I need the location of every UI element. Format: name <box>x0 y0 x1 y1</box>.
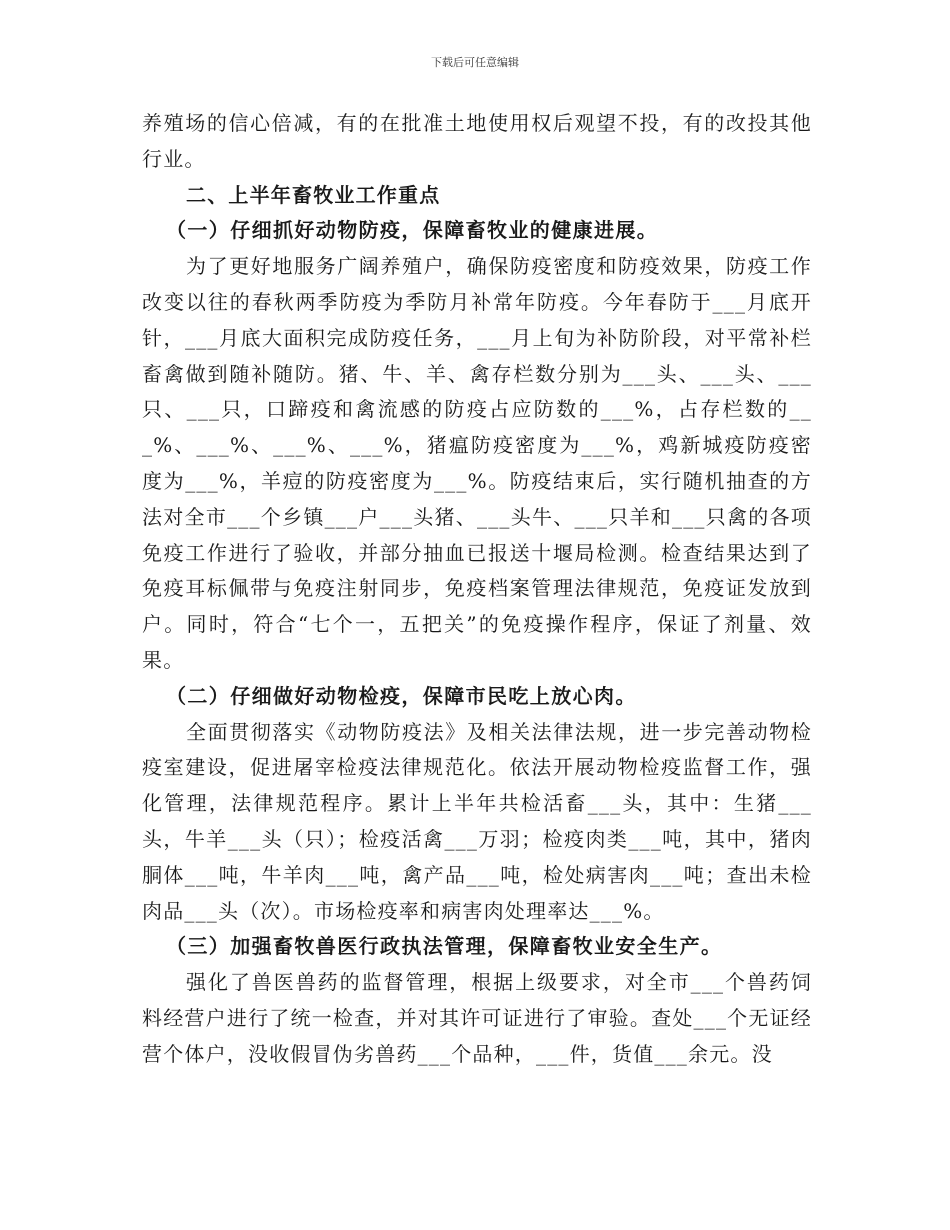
paragraph-animal-quarantine: 全面贯彻落实《动物防疫法》及相关法律法规，进一步完善动物检疫室建设，促进屠宰检疫法律规范化。依法开展动物检疫监督工作，强化管理，法律规范程序。累计上半年共检活畜___头，其中：生猪___头，牛羊___头（只）；检疫活禽___万羽；检疫肉类___吨，其中，猪肉胴体___吨，牛羊肉___吨，禽产品___吨，检处病害肉___吨；查出未检肉品___头（次）。市场检疫率和病害肉处理率达___%。 <box>142 719 812 923</box>
subheading-1: （一）仔细抓好动物防疫，保障畜牧业的健康进展。 <box>166 218 659 243</box>
paragraph-continuation: 养殖场的信心倍减，有的在批准土地使用权后观望不投，有的改投其他行业。 <box>142 111 812 171</box>
paragraph-law-enforcement: 强化了兽医兽药的监督管理，根据上级要求，对全市___个兽药饲料经营户进行了统一检查，并对其许可证进行了审验。查处___个无证经营个体户，没收假冒伪劣兽药___个品种，___件，货值___余元。没 <box>142 970 812 1066</box>
document-body <box>142 106 812 1073</box>
page-header-note: 下载后可任意编辑 <box>431 56 519 69</box>
subheading-3: （三）加强畜牧兽医行政执法管理，保障畜牧业安全生产。 <box>166 934 723 959</box>
section-heading-2: 二、上半年畜牧业工作重点 <box>186 182 441 207</box>
subheading-2: （二）仔细做好动物检疫，保障市民吃上放心肉。 <box>166 683 637 708</box>
paragraph-epidemic-prevention: 为了更好地服务广阔养殖户，确保防疫密度和防疫效果，防疫工作改变以往的春秋两季防疫为季防月补常年防疫。今年春防于___月底开针，___月底大面积完成防疫任务，___月上旬为补防阶段，对平常补栏畜禽做到随补随防。猪、牛、羊、禽存栏数分别为___头、___头、___只、___只，口蹄疫和禽流感的防疫占应防数的___%，占存栏数的___%、___%、___%、___%，猪瘟防疫密度为___%，鸡新城疫防疫密度为___%，羊痘的防疫密度为___%。防疫结束后，实行随机抽查的方法对全市___个乡镇___户___头猪、___头牛、___只羊和___只禽的各项免疫工作进行了验收，并部分抽血已报送十堰局检测。检查结果达到了免疫耳标佩带与免疫注射同步，免疫档案管理法律规范，免疫证发放到户。同时，符合“七个一，五把关”的免疫操作程序，保证了剂量、效果。 <box>142 254 812 672</box>
